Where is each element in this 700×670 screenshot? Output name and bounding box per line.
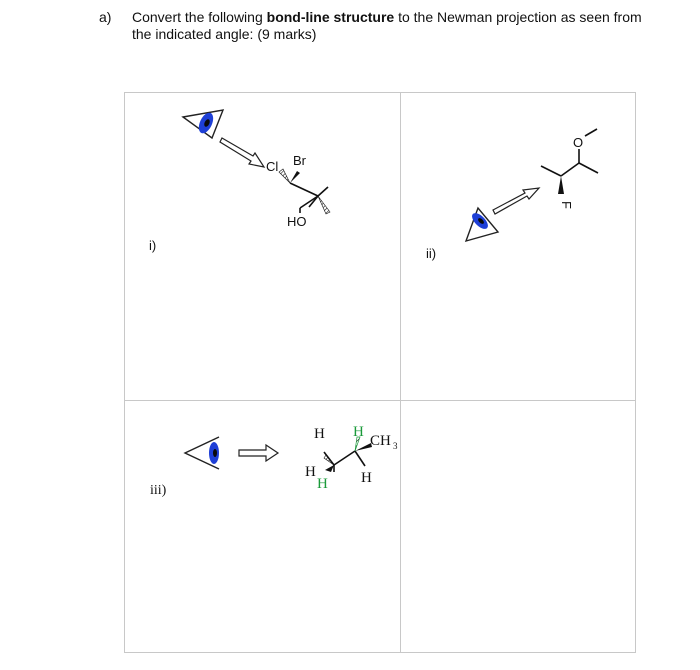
- question-text-after: to the Newman projection as seen from the indicated angle: (9 marks): [132, 9, 642, 42]
- part-iii-atom-h-top-right: H: [353, 424, 364, 440]
- part-iii-atom-h-bottom-left: H: [317, 476, 328, 492]
- part-iii-atom-h-mid-left: H: [305, 464, 316, 480]
- question-label: a): [99, 9, 112, 25]
- part-iii-atom-h-right: H: [361, 470, 372, 486]
- question-text-before: Convert the following: [132, 9, 267, 25]
- question-text-bold: bond-line structure: [266, 9, 395, 25]
- part-iii-atom-ch3: CH: [370, 433, 391, 449]
- part-iii-label: iii): [150, 483, 167, 498]
- eye-icon: [466, 208, 498, 241]
- eye-icon: [183, 110, 223, 138]
- part-i-label: i): [149, 238, 157, 253]
- part-ii-label: ii): [426, 246, 437, 261]
- part-i-structure: [183, 110, 330, 229]
- arrow-icon: [220, 138, 264, 167]
- part-i-atom-cl: Cl: [266, 159, 279, 174]
- part-ii-atom-o: O: [573, 135, 584, 150]
- part-i-atom-ho: HO: [287, 214, 307, 229]
- part-iii-atom-h-top-left: H: [314, 426, 325, 442]
- part-iii-structure: [185, 424, 398, 492]
- arrow-icon: [239, 445, 278, 461]
- part-ii-atom-f: F: [559, 201, 574, 209]
- eye-icon: [185, 437, 219, 469]
- part-ii-structure: [466, 129, 598, 241]
- part-iii-atom-ch3-subscript: 3: [393, 441, 398, 451]
- part-i-atom-br: Br: [293, 153, 306, 168]
- arrow-icon: [493, 188, 539, 214]
